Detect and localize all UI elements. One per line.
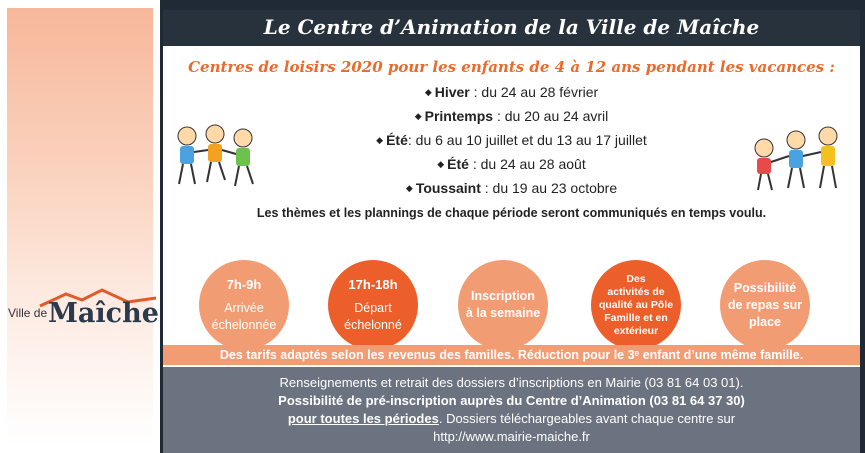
- logo-ville-text: Ville de: [8, 306, 48, 320]
- period-hiver: ◆ Hiver : du 24 au 28 février: [424, 84, 599, 100]
- info-line-3: pour toutes les périodes. Dossiers téléchargeables avant chaque centre sur: [287, 411, 736, 426]
- circle-inscription: Inscription à la semaine: [458, 260, 548, 350]
- diamond-bullet-icon: ◆: [424, 87, 432, 97]
- website-link[interactable]: http://www.mairie-maiche.fr: [433, 429, 590, 444]
- children-illustration-right-icon: [748, 126, 848, 194]
- period-printemps: ◆ Printemps : du 20 au 24 avril: [414, 108, 609, 124]
- tarifs-banner: Des tarifs adaptés selon les revenus des familles. Réduction pour le 3ᵉ enfant d’une même famille.: [163, 345, 860, 365]
- diamond-bullet-icon: ◆: [414, 111, 422, 121]
- period-ete-juillet: ◆ Été: du 6 au 10 juillet et du 13 au 17 juillet: [376, 132, 647, 148]
- children-illustration-left-icon: [169, 122, 261, 190]
- main-content: [163, 10, 860, 453]
- circle-repas: Possibilité de repas sur place: [720, 260, 810, 350]
- logo-maiche-text: Maîche: [48, 298, 159, 329]
- diamond-bullet-icon: ◆: [405, 183, 413, 193]
- period-ete-aout: ◆ Été : du 24 au 28 août: [437, 156, 586, 172]
- left-gradient-band: [7, 8, 153, 445]
- subtitle: Centres de loisirs 2020 pour les enfants de 4 à 12 ans pendant les vacances :: [188, 58, 835, 76]
- circle-depart: 17h-18h Départ échelonné: [328, 260, 418, 350]
- info-panel: [163, 367, 860, 453]
- themes-note: Les thèmes et les plannings de chaque période seront communiqués en temps voulu.: [256, 206, 767, 220]
- circle-activites: Des activités de qualité au Pôle Famille et en extérieur: [591, 260, 681, 350]
- circle-arrivee: 7h-9h Arrivée échelonnée: [199, 260, 289, 350]
- diamond-bullet-icon: ◆: [376, 135, 384, 145]
- info-line-1: Renseignements et retrait des dossiers d’inscriptions en Mairie (03 81 64 03 01).: [279, 375, 744, 390]
- page-title: Le Centre d’Animation de la Ville de Maîche: [263, 15, 760, 39]
- diamond-bullet-icon: ◆: [437, 159, 445, 169]
- info-line-2: Possibilité de pré-inscription auprès du Centre d’Animation (03 81 64 37 30): [278, 393, 745, 408]
- period-toussaint: ◆ Toussaint : du 19 au 23 octobre: [405, 180, 618, 196]
- header-bar: [163, 10, 860, 48]
- left-panel: [0, 0, 160, 453]
- ville-de-maiche-logo: [8, 288, 159, 348]
